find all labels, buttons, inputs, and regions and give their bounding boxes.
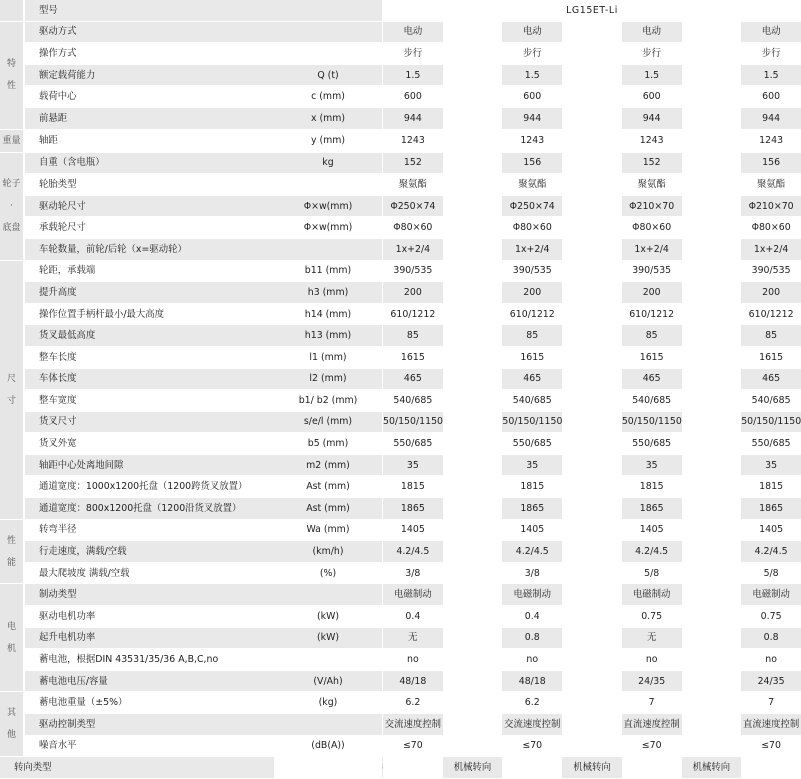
spec-row [0, 325, 801, 347]
row-value: 540/685 [741, 390, 801, 412]
row-unit: Φ×w(mm) [274, 217, 382, 239]
row-label: 整车长度 [24, 346, 274, 368]
row-value: 85 [622, 325, 682, 347]
row-value: 3/8 [502, 562, 562, 584]
row-value: 540/685 [622, 390, 682, 412]
row-unit [24, 757, 274, 779]
row-label: 操作位置手柄杆最小/最大高度 [24, 303, 274, 325]
row-unit: Wa (mm) [274, 519, 382, 541]
row-value: Φ80×60 [741, 217, 801, 239]
row-value: 0.4 [502, 606, 562, 628]
spec-row [0, 649, 801, 671]
row-value: 610/1212 [741, 303, 801, 325]
row-value: 600 [502, 86, 562, 108]
spec-row [0, 498, 801, 520]
row-value: Φ80×60 [502, 217, 562, 239]
row-label: 转向类型 [0, 757, 24, 779]
category-text: 电 机 [6, 621, 16, 654]
row-label: 轮距，承载端 [24, 260, 274, 282]
row-unit [274, 714, 382, 736]
row-label: 驱动方式 [24, 21, 274, 43]
row-value: Φ210×70 [741, 195, 801, 217]
row-value: 交流速度控制 [502, 714, 562, 736]
spec-row [0, 152, 801, 174]
row-label: 车体长度 [24, 368, 274, 390]
spec-row [0, 107, 801, 129]
row-label: 通道宽度：800x1200托盘（1200沿货叉放置） [24, 498, 274, 520]
row-value: 6.2 [502, 692, 562, 714]
spec-row [0, 195, 801, 217]
row-value: 35 [622, 454, 682, 476]
row-value: 200 [622, 282, 682, 304]
row-value: 聚氨酯 [741, 174, 801, 196]
row-value: ≤70 [383, 735, 443, 757]
row-value: 1x+2/4 [502, 238, 562, 260]
row-unit [274, 43, 382, 65]
spec-row [0, 368, 801, 390]
row-label: 操作方式 [24, 43, 274, 65]
category-label [0, 21, 24, 129]
category-label [0, 584, 24, 692]
row-unit: b5 (mm) [274, 433, 382, 455]
row-value: 24/35 [741, 670, 801, 692]
row-value: 4.2/4.5 [622, 541, 682, 563]
row-unit: (kW) [274, 627, 382, 649]
spec-row [0, 346, 801, 368]
row-value: 540/685 [502, 390, 562, 412]
row-value: Φ80×60 [622, 217, 682, 239]
spec-row [0, 519, 801, 541]
spec-row [0, 390, 801, 412]
row-value: 35 [741, 454, 801, 476]
row-unit: (V/Ah) [274, 670, 382, 692]
row-value: 0.75 [741, 606, 801, 628]
row-value: 1x+2/4 [741, 238, 801, 260]
row-unit: b1/ b2 (mm) [274, 390, 382, 412]
spec-row [0, 43, 801, 65]
row-value: 无 [383, 627, 443, 649]
row-value: 1.5 [741, 64, 801, 86]
row-value: 50/150/1150 [622, 411, 682, 433]
row-value: 1865 [383, 498, 443, 520]
row-value: 156 [502, 152, 562, 174]
model-value: LG15ET-Li [383, 0, 801, 21]
category-label [0, 519, 24, 584]
row-label: 前悬距 [24, 107, 274, 129]
row-label: 货叉最低高度 [24, 325, 274, 347]
category-text: 轮子 · 底盘 [2, 179, 21, 234]
spec-row [0, 714, 801, 736]
row-value: 聚氨酯 [383, 174, 443, 196]
row-value: 200 [383, 282, 443, 304]
row-value: 390/535 [741, 260, 801, 282]
row-value: 电磁制动 [502, 584, 562, 606]
row-value: 聚氨酯 [502, 174, 562, 196]
row-value: 48/18 [383, 670, 443, 692]
row-unit: h13 (mm) [274, 325, 382, 347]
row-value: Φ250×74 [383, 195, 443, 217]
row-unit: (km/h) [274, 541, 382, 563]
row-value: 50/150/1150 [502, 411, 562, 433]
category-text: 重量 [2, 135, 21, 146]
row-value: 1865 [741, 498, 801, 520]
spec-row [0, 541, 801, 563]
row-value: 465 [741, 368, 801, 390]
row-value: 电动 [502, 21, 562, 43]
row-unit: (kW) [274, 606, 382, 628]
row-value: 1405 [741, 519, 801, 541]
row-label: 通道宽度：1000x1200托盘（1200跨货叉放置） [24, 476, 274, 498]
row-value: 85 [383, 325, 443, 347]
row-value: 1615 [741, 346, 801, 368]
spec-row [0, 476, 801, 498]
spec-row [0, 21, 801, 43]
row-unit: s/e/l (mm) [274, 411, 382, 433]
row-unit: x (mm) [274, 107, 382, 129]
row-value: 550/685 [741, 433, 801, 455]
category-label [0, 129, 24, 152]
row-value: 465 [383, 368, 443, 390]
row-value: 电磁制动 [741, 584, 801, 606]
row-label: 起升电机功率 [24, 627, 274, 649]
model-unit-cell [274, 0, 382, 21]
row-value: 50/150/1150 [741, 411, 801, 433]
row-value: 1865 [622, 498, 682, 520]
row-value: 无 [622, 627, 682, 649]
row-label: 承载轮尺寸 [24, 217, 274, 239]
row-value: 35 [502, 454, 562, 476]
row-value: no [741, 649, 801, 671]
row-unit [274, 238, 382, 260]
spec-row [0, 411, 801, 433]
row-value: 步行 [622, 43, 682, 65]
row-value: 1615 [622, 346, 682, 368]
row-value: 1615 [502, 346, 562, 368]
row-value: Φ210×70 [622, 195, 682, 217]
row-value: no [502, 649, 562, 671]
row-value: 4.2/4.5 [383, 541, 443, 563]
row-value: 85 [741, 325, 801, 347]
row-value: 152 [622, 152, 682, 174]
row-unit: m2 (mm) [274, 454, 382, 476]
row-unit: Φ×w(mm) [274, 195, 382, 217]
row-value: Φ250×74 [502, 195, 562, 217]
row-value: 0.4 [383, 606, 443, 628]
spec-row [0, 64, 801, 86]
row-value: 1243 [622, 129, 682, 152]
row-value: 390/535 [383, 260, 443, 282]
spec-row [0, 282, 801, 304]
spec-row [0, 260, 801, 282]
row-value: 聚氨酯 [622, 174, 682, 196]
row-unit: Ast (mm) [274, 498, 382, 520]
row-value: ≤70 [741, 735, 801, 757]
row-label: 额定载荷能力 [24, 64, 274, 86]
row-label: 蓄电池，根据DIN 43531/35/36 A,B,C,no [24, 649, 274, 671]
row-value: 5/8 [622, 562, 682, 584]
row-label: 货叉尺寸 [24, 411, 274, 433]
row-value: 1x+2/4 [383, 238, 443, 260]
row-label: 蓄电池电压/容量 [24, 670, 274, 692]
row-value: 6.2 [383, 692, 443, 714]
row-unit: Q (t) [274, 64, 382, 86]
row-value: 机械转向 [562, 757, 622, 779]
row-unit: h3 (mm) [274, 282, 382, 304]
row-label: 驱动轮尺寸 [24, 195, 274, 217]
row-value: 550/685 [383, 433, 443, 455]
row-value: ≤70 [502, 735, 562, 757]
row-value: 48/18 [502, 670, 562, 692]
row-label: 噪音水平 [24, 735, 274, 757]
row-label: 转弯半径 [24, 519, 274, 541]
row-value: 1243 [741, 129, 801, 152]
row-value: 944 [741, 107, 801, 129]
row-value: 1405 [622, 519, 682, 541]
row-label: 轴距中心处离地间隙 [24, 454, 274, 476]
row-value: 540/685 [383, 390, 443, 412]
spec-row [0, 692, 801, 714]
row-value: 1615 [383, 346, 443, 368]
row-label: 货叉外宽 [24, 433, 274, 455]
row-value: 0.75 [622, 606, 682, 628]
row-value: no [383, 649, 443, 671]
row-value: 1.5 [383, 64, 443, 86]
row-label: 整车宽度 [24, 390, 274, 412]
row-value: 610/1212 [622, 303, 682, 325]
row-label: 制动类型 [24, 584, 274, 606]
row-unit [274, 584, 382, 606]
row-value: 390/535 [622, 260, 682, 282]
row-value: 1815 [741, 476, 801, 498]
row-unit: Ast (mm) [274, 476, 382, 498]
row-value: 电磁制动 [383, 584, 443, 606]
row-label: 载荷中心 [24, 86, 274, 108]
row-value: 200 [741, 282, 801, 304]
row-value: 50/150/1150 [383, 411, 443, 433]
row-value: 机械转向 [443, 757, 503, 779]
spec-row [0, 670, 801, 692]
row-value: 1243 [383, 129, 443, 152]
row-value: 1.5 [622, 64, 682, 86]
row-value: 机械转向 [682, 757, 742, 779]
row-value: 电动 [622, 21, 682, 43]
row-value: 85 [502, 325, 562, 347]
row-value: 直流速度控制 [622, 714, 682, 736]
row-value: 1865 [502, 498, 562, 520]
category-text: 特 性 [6, 59, 16, 92]
row-value: 5/8 [741, 562, 801, 584]
category-text: 尺 寸 [6, 373, 16, 406]
spec-row [0, 735, 801, 757]
spec-row [0, 174, 801, 196]
row-value: 600 [383, 86, 443, 108]
row-value: 1243 [502, 129, 562, 152]
row-value: 7 [622, 692, 682, 714]
row-value: 1815 [383, 476, 443, 498]
row-value: 3/8 [383, 562, 443, 584]
model-row [0, 0, 801, 21]
row-label: 蓄电池重量（±5%） [24, 692, 274, 714]
category-label [0, 260, 24, 519]
row-unit: h14 (mm) [274, 303, 382, 325]
row-value: 步行 [502, 43, 562, 65]
row-value: 610/1212 [502, 303, 562, 325]
row-label: 车轮数量，前轮/后轮（x=驱动轮） [24, 238, 274, 260]
model-category-cell [0, 0, 24, 21]
row-value: 电磁制动 [622, 584, 682, 606]
spec-row [0, 562, 801, 584]
row-label: 驱动电机功率 [24, 606, 274, 628]
row-value: 0.8 [502, 627, 562, 649]
row-label: 轴距 [24, 129, 274, 152]
row-value: Φ80×60 [383, 217, 443, 239]
row-value: 550/685 [622, 433, 682, 455]
row-value: 152 [383, 152, 443, 174]
row-value: 1x+2/4 [622, 238, 682, 260]
spec-row [0, 757, 801, 779]
row-value: 610/1212 [383, 303, 443, 325]
spec-row [0, 129, 801, 152]
row-value: 390/535 [502, 260, 562, 282]
row-value: 1815 [622, 476, 682, 498]
row-label: 最大爬坡度 满载/空载 [24, 562, 274, 584]
spec-row [0, 584, 801, 606]
row-unit: b11 (mm) [274, 260, 382, 282]
row-value: 交流速度控制 [383, 714, 443, 736]
row-unit [274, 21, 382, 43]
row-value: 步行 [741, 43, 801, 65]
category-text: 其 他 [6, 708, 16, 741]
row-value: 1.5 [502, 64, 562, 86]
row-value: 0.8 [741, 627, 801, 649]
category-label [0, 152, 24, 260]
row-label: 驱动控制类型 [24, 714, 274, 736]
model-label: 型号 [24, 0, 274, 21]
row-value: 直流速度控制 [741, 714, 801, 736]
spec-row [0, 606, 801, 628]
row-label: 轮胎类型 [24, 174, 274, 196]
row-value: 电动 [741, 21, 801, 43]
row-value: 550/685 [502, 433, 562, 455]
row-value: 步行 [383, 43, 443, 65]
row-value: 156 [741, 152, 801, 174]
row-value: 4.2/4.5 [502, 541, 562, 563]
row-value: 200 [502, 282, 562, 304]
row-value: 465 [502, 368, 562, 390]
row-value: 电动 [383, 21, 443, 43]
row-unit: l1 (mm) [274, 346, 382, 368]
row-value: 35 [383, 454, 443, 476]
row-unit: y (mm) [274, 129, 382, 152]
row-value: 4.2/4.5 [741, 541, 801, 563]
row-value: 944 [383, 107, 443, 129]
row-value: 1405 [502, 519, 562, 541]
spec-row [0, 238, 801, 260]
row-label: 提升高度 [24, 282, 274, 304]
spec-row [0, 303, 801, 325]
row-value: 944 [502, 107, 562, 129]
row-value: ≤70 [622, 735, 682, 757]
row-value: 465 [622, 368, 682, 390]
row-unit [274, 649, 382, 671]
spec-row [0, 217, 801, 239]
category-text: 性 能 [6, 535, 16, 568]
spec-row [0, 454, 801, 476]
row-value: 7 [741, 692, 801, 714]
row-unit: c (mm) [274, 86, 382, 108]
row-value: 600 [741, 86, 801, 108]
row-label: 自重（含电瓶） [24, 152, 274, 174]
spec-row [0, 433, 801, 455]
spec-row [0, 86, 801, 108]
spec-row [0, 627, 801, 649]
row-value: 600 [622, 86, 682, 108]
row-unit: (%) [274, 562, 382, 584]
row-unit: l2 (mm) [274, 368, 382, 390]
row-value: 1405 [383, 519, 443, 541]
row-unit: (kg) [274, 692, 382, 714]
row-unit: kg [274, 152, 382, 174]
row-value: 944 [622, 107, 682, 129]
row-value: 1815 [502, 476, 562, 498]
row-label: 行走速度，满载/空载 [24, 541, 274, 563]
category-label [0, 692, 24, 757]
row-value: 24/35 [622, 670, 682, 692]
row-unit: (dB(A)) [274, 735, 382, 757]
row-unit [274, 174, 382, 196]
row-value: no [622, 649, 682, 671]
